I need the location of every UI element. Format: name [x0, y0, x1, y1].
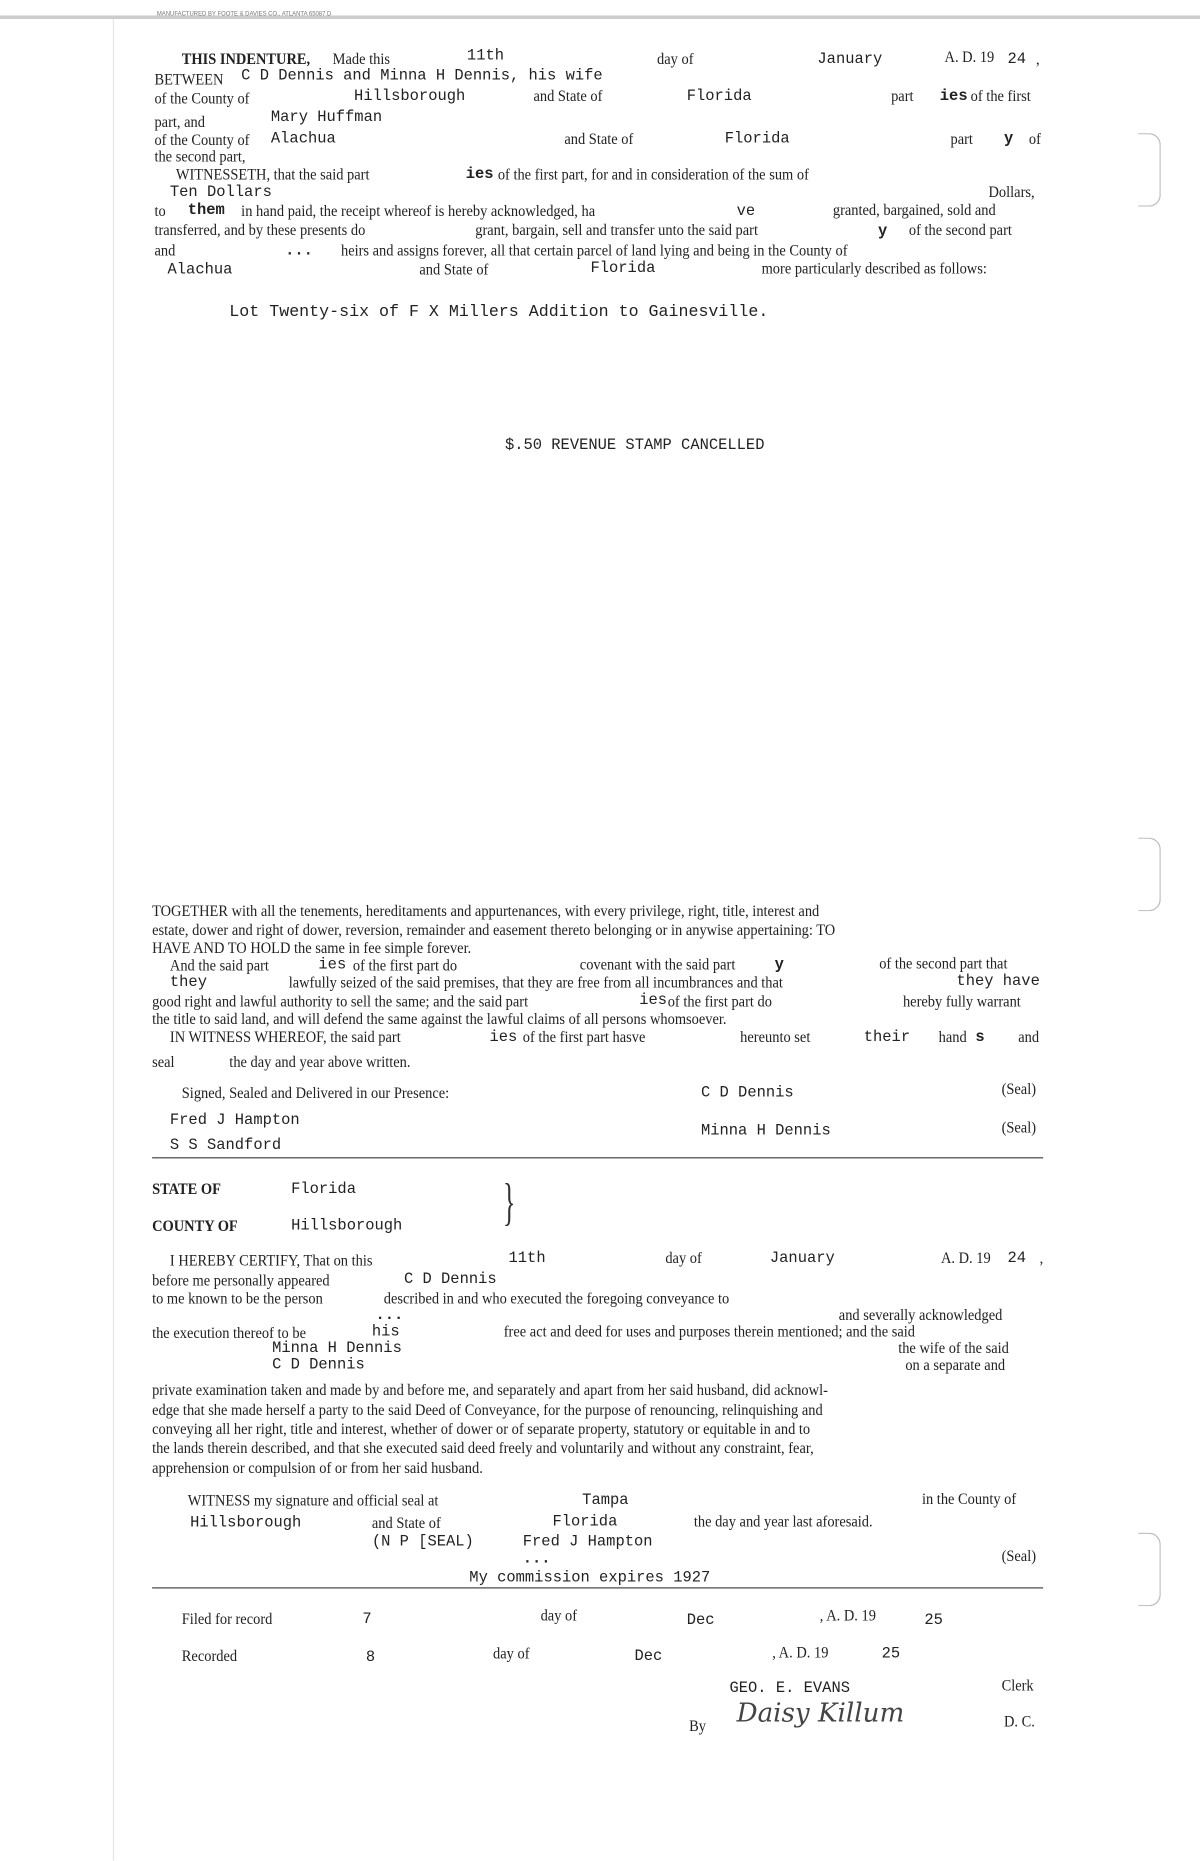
grantor-signature-1: C D Dennis: [700, 1083, 794, 1102]
dots: ...: [375, 1305, 404, 1324]
text: on a separate and: [905, 1355, 1006, 1374]
text: BETWEEN: [154, 70, 224, 88]
county-label: COUNTY OF: [152, 1216, 238, 1235]
text: , A. D. 19: [819, 1606, 876, 1625]
notary-county: Hillsborough: [190, 1513, 302, 1532]
text: HAVE AND TO HOLD the same in fee simple forever.: [152, 938, 472, 957]
text: of the first part, for and in consideration of the sum of: [497, 165, 809, 183]
by-label: By: [689, 1716, 706, 1735]
suffix: ies: [489, 1027, 518, 1046]
filed-label: Filed for record: [181, 1609, 273, 1628]
typed-word: his: [371, 1322, 400, 1341]
deputy-clerk-signature: Daisy Killum: [736, 1698, 905, 1729]
text: and State of: [533, 86, 603, 105]
text: hereunto set: [740, 1027, 811, 1046]
grantee-county: Alachua: [270, 129, 336, 148]
recorded-day: 8: [365, 1647, 376, 1666]
notary-city: Tampa: [582, 1491, 629, 1509]
manufacturer-imprint: MANUFACTURED BY FOOTE & DAVIES CO., ATLANTA 65087 D: [156, 10, 332, 18]
grantor-signature-2: Minna H Dennis: [700, 1121, 831, 1140]
text: of the County of: [154, 130, 250, 149]
text: A. D. 19: [940, 1248, 991, 1267]
text: edge that she made herself a party to the said Deed of Conveyance, for the purpose of renouncing, relinquishing and: [152, 1400, 823, 1419]
text: the day and year last aforesaid.: [693, 1512, 873, 1531]
date-month: January: [817, 49, 883, 68]
text: good right and lawful authority to sell the same; and the said part: [152, 992, 529, 1010]
text: ,: [1039, 1248, 1044, 1267]
recorded-label: Recorded: [181, 1646, 238, 1665]
text: day of: [665, 1248, 702, 1267]
revenue-stamp-note: $.50 REVENUE STAMP CANCELLED: [504, 436, 765, 454]
typed-word: them: [187, 200, 225, 219]
text: apprehension or compulsion of or from her said husband.: [152, 1458, 483, 1477]
text: estate, dower and right of dower, reversion, remainder and easement thereto belonging or in anywise appertaining: TO: [152, 920, 836, 939]
text: granted, bargained, sold and: [832, 200, 996, 219]
text: of the County of: [154, 89, 250, 107]
text: , A. D. 19: [772, 1643, 829, 1661]
text: and: [154, 241, 176, 260]
text: in hand paid, the receipt whereof is hereby acknowledged, ha: [241, 201, 596, 220]
ack-state: Florida: [291, 1179, 356, 1198]
dots: ...: [522, 1549, 551, 1568]
suffix: s: [975, 1027, 985, 1046]
text: of the second part: [908, 220, 1012, 239]
text: of the first part hasve: [522, 1027, 646, 1046]
text: TOGETHER with all the tenements, hereditaments and appurtenances, with every privilege, right, title, interest and: [152, 901, 820, 920]
clerk-label: Clerk: [1001, 1676, 1034, 1695]
text: and: [1018, 1027, 1040, 1046]
text: covenant with the said part: [579, 955, 736, 974]
text: the wife of the said: [898, 1338, 1009, 1357]
wife-name: Minna H Dennis: [272, 1338, 402, 1357]
land-county: Alachua: [167, 260, 233, 279]
text: of the first part do: [352, 956, 458, 975]
recorded-year: 25: [881, 1644, 901, 1663]
punch-hole: [1138, 1533, 1161, 1607]
text: part: [950, 129, 973, 148]
text: Dollars,: [988, 182, 1035, 201]
typed-word: they: [169, 973, 207, 991]
land-state: Florida: [590, 259, 656, 277]
text: I HEREBY CERTIFY, That on this: [169, 1251, 373, 1269]
text: the day and year above written.: [229, 1052, 411, 1071]
consideration-amount: Ten Dollars: [169, 182, 272, 201]
grantee: Mary Huffman: [270, 108, 383, 126]
text: transferred, and by these presents do: [154, 220, 366, 239]
text: the execution thereof to be: [152, 1323, 307, 1342]
typed-word: their: [863, 1027, 911, 1046]
text: seal: [152, 1052, 175, 1071]
suffix: ve: [736, 201, 756, 220]
date-day: 11th: [466, 46, 505, 65]
text: described in and who executed the foregoing conveyance to: [383, 1289, 730, 1307]
text: lawfully seized of the said premises, that they are free from all incumbrances and that: [288, 973, 783, 991]
deputy-clerk-label: D. C.: [1003, 1712, 1035, 1730]
text: and State of: [419, 260, 489, 279]
grantee-state: Florida: [724, 129, 790, 148]
divider: [152, 1587, 1043, 1588]
grantors: C D Dennis and Minna H Dennis, his wife: [241, 66, 603, 85]
seal-label: (Seal): [1001, 1079, 1037, 1098]
suffix: ies: [465, 165, 494, 183]
text: hand: [938, 1027, 967, 1046]
text: before me personally appeared: [152, 1271, 330, 1290]
filed-day: 7: [362, 1609, 372, 1628]
text: and State of: [564, 129, 634, 148]
seal-label: (Seal): [1001, 1118, 1037, 1136]
state-label: STATE OF: [152, 1179, 221, 1198]
text: the second part,: [154, 147, 246, 166]
text: grant, bargain, sell and transfer unto the said part: [475, 220, 758, 239]
text: of the first part do: [667, 992, 772, 1010]
ack-county: Hillsborough: [291, 1216, 403, 1235]
text: IN WITNESS WHEREOF, the said part: [169, 1027, 401, 1046]
text: the title to said land, and will defend the same against the lawful claims of all persons whomsoever.: [152, 1009, 727, 1028]
commission-expires: My commission expires 1927: [469, 1568, 711, 1587]
suffix: y: [878, 222, 888, 240]
dots: ...: [285, 241, 313, 260]
text: the lands therein described, and that she executed said deed freely and voluntarily and without any constraint, fear,: [152, 1438, 814, 1457]
text: and State of: [371, 1513, 441, 1532]
punch-hole: [1138, 133, 1161, 207]
witness-2: S S Sandford: [169, 1135, 282, 1154]
suffix: y: [1003, 129, 1014, 148]
margin-line: [113, 19, 114, 1861]
text: WITNESSETH, that the said part: [175, 165, 370, 183]
text: of the first: [970, 86, 1031, 105]
text: free act and deed for uses and purposes therein mentioned; and the said: [503, 1322, 916, 1341]
signed-presence-label: Signed, Sealed and Delivered in our Presence:: [181, 1083, 450, 1102]
text: hereby fully warrant: [902, 992, 1021, 1010]
witness-1: Fred J Hampton: [169, 1110, 300, 1129]
husband-name: C D Dennis: [272, 1355, 365, 1374]
text: private examination taken and made by and before me, and separately and apart from her said husband, did acknowl-: [152, 1380, 828, 1399]
ack-day: 11th: [508, 1248, 546, 1267]
text: day of: [657, 49, 694, 68]
text: to: [154, 201, 166, 220]
seal-label: (Seal): [1001, 1546, 1037, 1565]
suffix: ies: [318, 955, 347, 974]
indenture-heading: THIS INDENTURE,: [181, 49, 311, 68]
text: day of: [540, 1606, 578, 1625]
text: part: [891, 86, 914, 105]
text: of the second part that: [879, 954, 1008, 972]
text: conveying all her right, title and interest, whether of dower or of separate property, statutory or equitable in and to: [152, 1419, 811, 1438]
notary-state: Florida: [552, 1512, 618, 1531]
text: in the County of: [921, 1489, 1017, 1508]
filed-year: 25: [924, 1611, 943, 1629]
date-year: 24: [1007, 49, 1027, 68]
text: part, and: [154, 112, 205, 131]
text: And the said part: [169, 956, 269, 975]
ack-month: January: [769, 1248, 835, 1267]
notary-seal: (N P [SEAL): [371, 1532, 474, 1551]
text: A. D. 19: [944, 47, 995, 66]
recorded-month: Dec: [634, 1646, 663, 1665]
text: of: [1028, 129, 1041, 148]
filed-month: Dec: [686, 1611, 715, 1629]
grantor-state: Florida: [686, 86, 752, 105]
divider: [152, 1157, 1043, 1158]
appeared-name: C D Dennis: [403, 1270, 497, 1288]
suffix: ies: [639, 990, 668, 1009]
ack-year: 24: [1007, 1248, 1027, 1267]
text: Made this: [332, 49, 391, 68]
notary-name: Fred J Hampton: [522, 1532, 653, 1551]
text: ,: [1036, 49, 1040, 68]
text: to me known to be the person: [152, 1289, 323, 1307]
clerk-name: GEO. E. EVANS: [729, 1678, 850, 1697]
grantor-county: Hillsborough: [354, 86, 466, 105]
typed-word: they have: [956, 971, 1040, 990]
suffix: ies: [939, 86, 968, 105]
brace: }: [502, 1172, 516, 1231]
punch-hole: [1138, 838, 1161, 912]
text: more particularly described as follows:: [761, 259, 987, 277]
text: and severally acknowledged: [838, 1305, 1003, 1324]
text: heirs and assigns forever, all that certain parcel of land lying and being in the County of: [340, 241, 848, 260]
text: WITNESS my signature and official seal at: [187, 1491, 439, 1509]
suffix: y: [774, 955, 784, 974]
text: day of: [493, 1644, 530, 1663]
land-description: Lot Twenty-six of F X Millers Addition to Gainesville.: [229, 302, 769, 322]
